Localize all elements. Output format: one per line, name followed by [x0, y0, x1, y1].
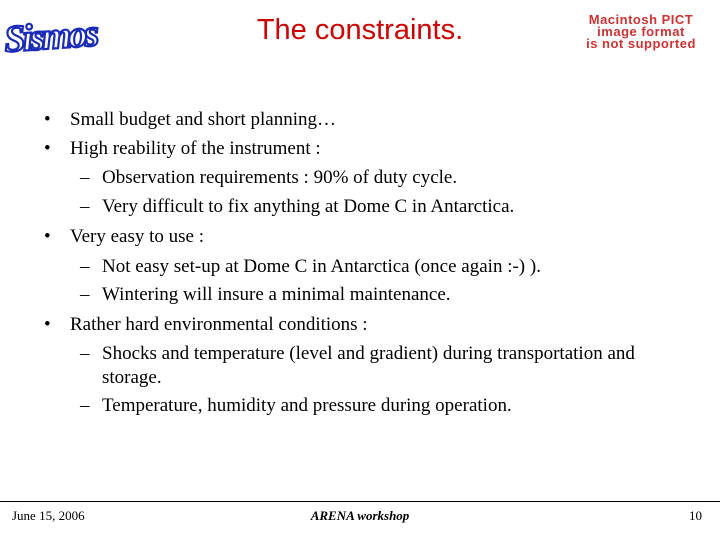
slide-title: The constraints. [256, 14, 464, 46]
dash-marker: – [80, 395, 90, 416]
dash-marker: – [80, 343, 90, 364]
dash-marker: – [80, 167, 90, 188]
dash-marker: – [80, 256, 90, 277]
bullet-marker: • [44, 138, 51, 159]
page-number: 10 [689, 508, 702, 523]
bullet-marker: • [44, 226, 51, 247]
placeholder-line: Macintosh PICT [588, 12, 694, 27]
dash-marker: – [80, 196, 90, 217]
dash-marker: – [80, 284, 90, 305]
list-item-text: Very easy to use : [70, 226, 205, 247]
bullet-marker: • [44, 314, 51, 335]
list-item-text: Wintering will insure a minimal maintenance. [102, 284, 451, 305]
list-item-text: storage. [102, 367, 162, 388]
footer-divider [0, 501, 720, 502]
logo-text: Sismos [2, 12, 98, 61]
list-item-text: High reability of the instrument : [70, 138, 321, 159]
list-item-continuation [102, 367, 162, 389]
list-item-text: Rather hard environmental conditions : [70, 314, 368, 335]
footer-date: June 15, 2006 [12, 508, 85, 523]
footer-event: ARENA workshop [310, 508, 410, 523]
list-item-text: Observation requirements : 90% of duty cycle. [102, 167, 458, 188]
unsupported-image-placeholder [563, 14, 719, 50]
list-item-text: Very difficult to fix anything at Dome C in Antarctica. [102, 196, 515, 217]
list-item-text: Temperature, humidity and pressure during operation. [102, 395, 512, 416]
list-item-text: Small budget and short planning… [70, 109, 336, 130]
list-item-text: Not easy set-up at Dome C in Antarctica (once again :-) ). [102, 256, 541, 277]
bullet-marker: • [44, 109, 51, 130]
placeholder-line: image format [597, 24, 685, 39]
placeholder-line: is not supported [586, 36, 696, 51]
list-item-text: Shocks and temperature (level and gradient) during transportation and [102, 343, 635, 364]
